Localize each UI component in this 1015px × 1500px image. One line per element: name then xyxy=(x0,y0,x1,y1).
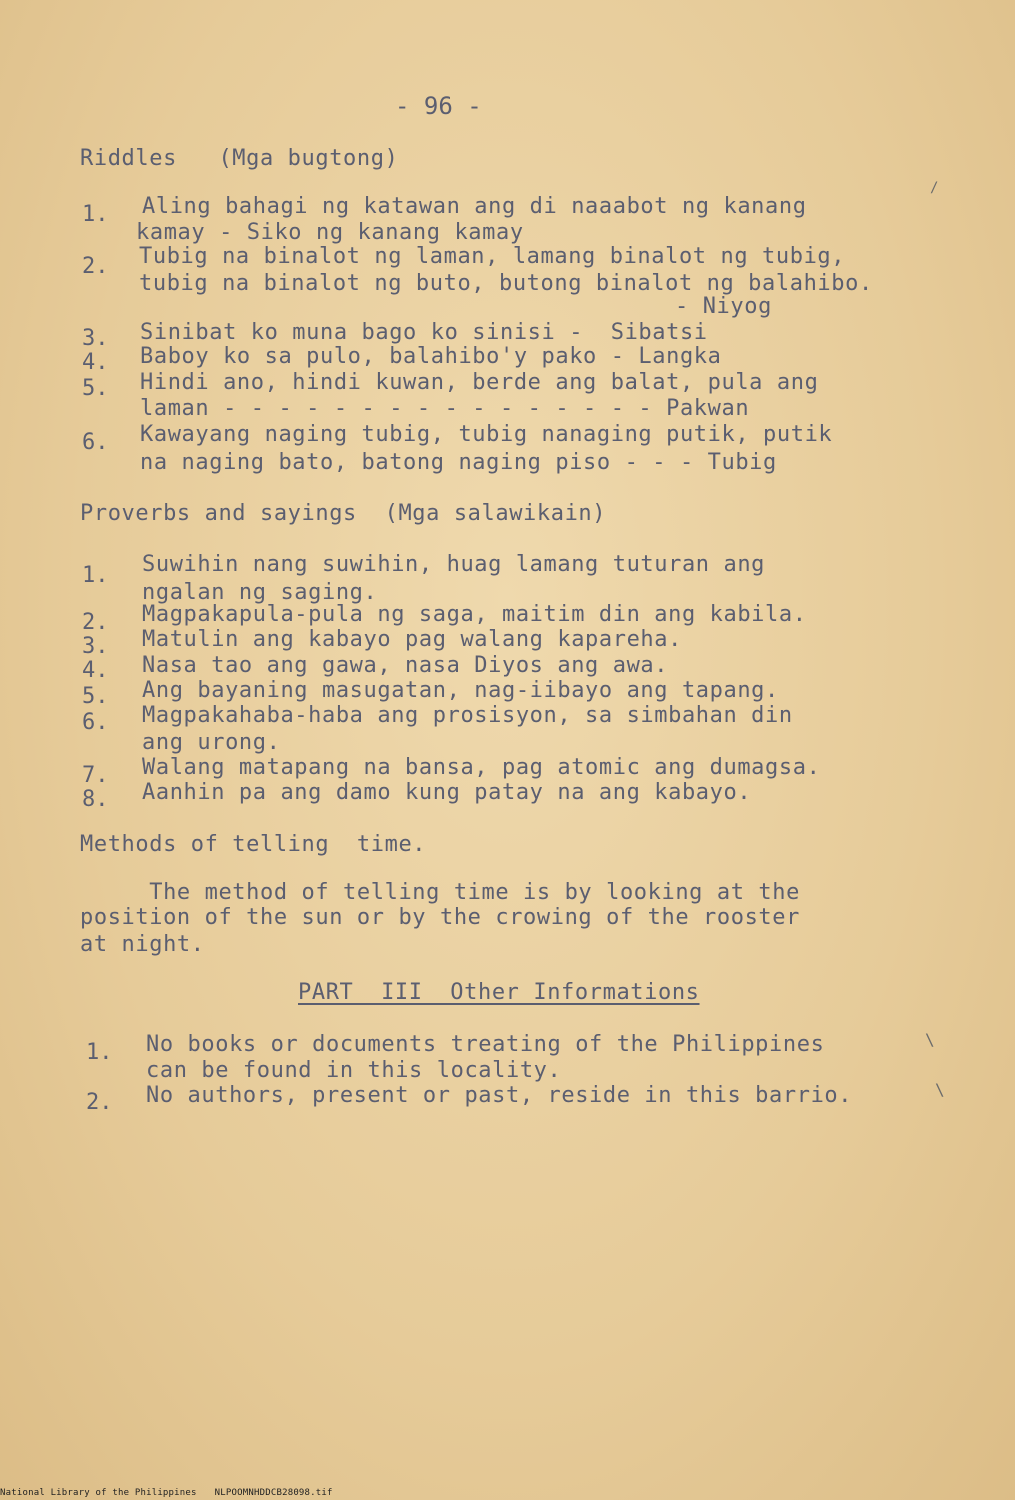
part3-heading: PART III Other Informations xyxy=(298,980,700,1005)
proverb-number: 7. xyxy=(82,763,109,788)
part3-line: No authors, present or past, reside in this barrio. xyxy=(146,1083,853,1108)
riddles-heading: Riddles (Mga bugtong) xyxy=(80,146,399,171)
riddle-line: Sinibat ko muna bago ko sinisi - Sibatsi xyxy=(140,320,708,345)
proverb-line: Ang bayaning masugatan, nag-iibayo ang tapang. xyxy=(142,678,779,703)
proverb-line: Walang matapang na bansa, pag atomic ang dumagsa. xyxy=(142,755,821,780)
riddle-line: Hindi ano, hindi kuwan, berde ang balat, pula ang xyxy=(140,370,819,395)
proverb-line: Aanhin pa ang damo kung patay na ang kabayo. xyxy=(142,780,752,805)
proverb-line: Magpakahaba-haba ang prosisyon, sa simbahan din xyxy=(142,703,793,728)
footer-library: National Library of the Philippines xyxy=(0,1488,197,1498)
methods-heading: Methods of telling time. xyxy=(80,832,427,857)
riddle-number: 3. xyxy=(82,326,109,351)
proverb-number: 5. xyxy=(82,684,109,709)
riddle-line: Baboy ko sa pulo, balahibo'y pako - Langka xyxy=(140,344,722,369)
proverb-number: 1. xyxy=(82,563,109,588)
riddle-number: 5. xyxy=(82,376,109,401)
pencil-mark: \ xyxy=(925,1030,935,1049)
proverb-number: 6. xyxy=(82,710,109,735)
riddle-line: laman - - - - - - - - - - - - - - - - Pakwan xyxy=(140,396,750,421)
proverb-number: 4. xyxy=(82,658,109,683)
page-number: - 96 - xyxy=(395,92,482,120)
part3-line: No books or documents treating of the Philippines xyxy=(146,1032,825,1057)
riddle-number: 6. xyxy=(82,430,109,455)
proverb-number: 2. xyxy=(82,610,109,635)
pencil-mark: \ xyxy=(935,1080,945,1099)
proverb-line: Nasa tao ang gawa, nasa Diyos ang awa. xyxy=(142,653,669,678)
riddle-line: na naging bato, batong naging piso - - - Tubig xyxy=(140,450,777,475)
riddle-line: Tubig na binalot ng laman, lamang binalot ng tubig, xyxy=(139,244,846,269)
riddle-number: 1. xyxy=(82,202,109,227)
part3-number: 2. xyxy=(86,1090,113,1115)
proverb-line: ang urong. xyxy=(142,730,281,755)
methods-paragraph-line: position of the sun or by the crowing of the rooster xyxy=(80,905,800,930)
riddle-line: kamay - Siko ng kanang kamay xyxy=(136,220,524,245)
methods-paragraph-line: at night. xyxy=(80,932,205,957)
footer xyxy=(0,1488,351,1498)
riddle-number: 4. xyxy=(82,350,109,375)
pencil-mark: / xyxy=(930,180,939,196)
proverb-line: Suwihin nang suwihin, huag lamang tuturan ang xyxy=(142,552,766,577)
methods-paragraph-line: The method of telling time is by looking at the xyxy=(80,880,800,905)
riddle-number: 2. xyxy=(82,254,109,279)
proverb-line: ngalan ng saging. xyxy=(142,580,378,605)
proverbs-heading: Proverbs and sayings (Mga salawikain) xyxy=(80,501,607,526)
proverb-number: 3. xyxy=(82,634,109,659)
proverb-line: Magpakapula-pula ng saga, maitim din ang kabila. xyxy=(142,602,807,627)
part3-number: 1. xyxy=(86,1040,113,1065)
proverb-number: 8. xyxy=(82,787,109,812)
riddle-line: Kawayang naging tubig, tubig nanaging putik, putik xyxy=(140,422,833,447)
riddle-answer: - Niyog xyxy=(675,294,772,319)
riddle-line: Aling bahagi ng katawan ang di naaabot ng kanang xyxy=(142,194,807,219)
part3-line: can be found in this locality. xyxy=(146,1058,562,1083)
footer-filename: NLPOOMNHDDCB28098.tif xyxy=(214,1488,333,1498)
proverb-line: Matulin ang kabayo pag walang kapareha. xyxy=(142,627,682,652)
riddle-line: tubig na binalot ng buto, butong binalot ng balahibo. xyxy=(139,271,873,296)
